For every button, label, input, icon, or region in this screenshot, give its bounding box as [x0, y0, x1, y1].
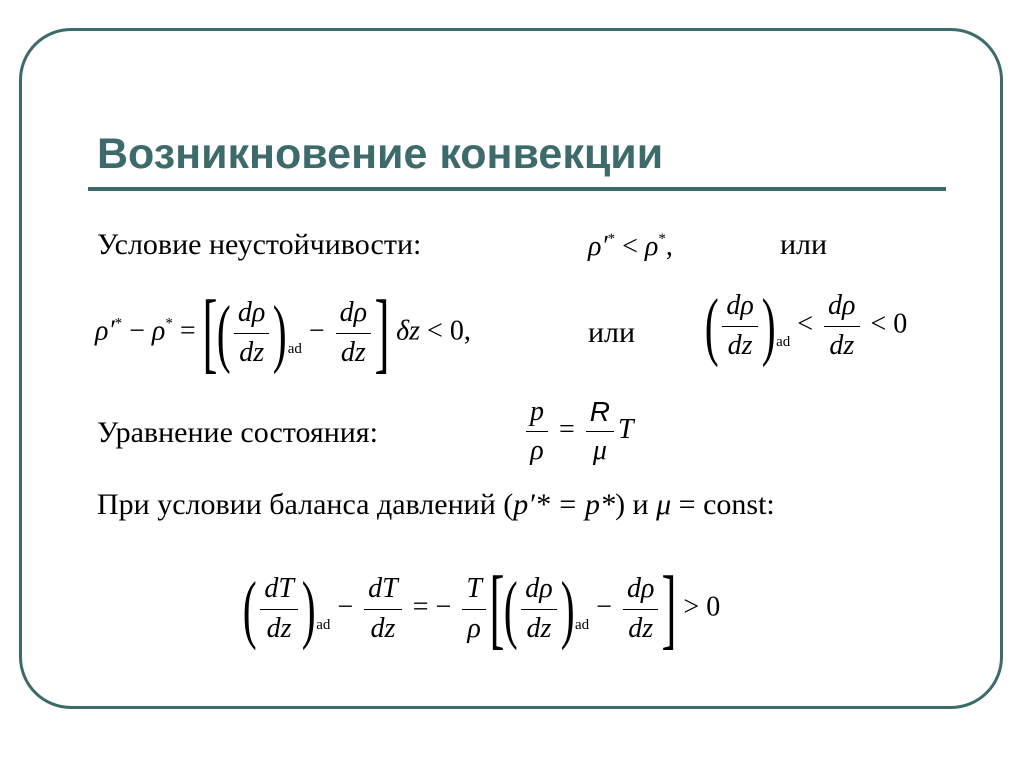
equals-sign: =	[179, 315, 196, 347]
fraction-dT-dz	[364, 573, 402, 644]
gt-sign: >	[683, 591, 700, 623]
fraction-drho-dz-ad	[521, 573, 556, 644]
right-bracket: ]	[661, 559, 677, 658]
fraction-p-rho	[526, 396, 548, 467]
fraction-dT-dz-ad	[260, 573, 298, 644]
minus-sign: −	[308, 315, 325, 347]
balance-pressure: p′* = p*	[513, 488, 616, 521]
numerator: T	[462, 573, 486, 609]
denominator: dz	[340, 336, 366, 368]
subscript-ad: ad	[287, 341, 302, 358]
fraction-drho-dz	[623, 573, 658, 644]
balance-text-2: ) и	[615, 488, 657, 521]
slide-title: Возникновение конвекции	[97, 130, 664, 178]
star: *	[607, 231, 616, 247]
subscript-ad: ad	[776, 334, 791, 351]
denominator: dz	[370, 612, 396, 644]
left-paren: (	[216, 291, 231, 375]
left-bracket: [	[202, 283, 218, 382]
denominator: dz	[829, 329, 855, 361]
denominator: μ	[592, 435, 607, 467]
gradient-inequality	[704, 284, 908, 368]
zero-comma: 0,	[449, 315, 471, 347]
title-underline	[88, 187, 946, 191]
temperature-gradient-equation	[242, 559, 721, 658]
star: *	[658, 231, 666, 247]
denominator: ρ	[530, 435, 544, 467]
minus-sign: −	[129, 315, 145, 347]
balance-condition	[97, 490, 775, 520]
numerator: dT	[260, 573, 298, 609]
minus-sign: −	[337, 591, 354, 623]
equals-sign: =	[559, 414, 575, 446]
state-equation-label: Уравнение состояния:	[97, 416, 378, 449]
numerator: dρ	[824, 290, 859, 326]
left-bracket: [	[489, 559, 505, 658]
rho-prime: ρ′	[588, 231, 608, 262]
numerator: dρ	[521, 573, 556, 609]
numerator: dρ	[623, 573, 658, 609]
denominator: dz	[239, 336, 265, 368]
denominator: ρ	[467, 612, 481, 644]
fraction-drho-dz-ad	[722, 290, 757, 361]
lt-sign: <	[622, 231, 638, 262]
balance-text-3: = const:	[671, 488, 775, 521]
numerator: p	[526, 396, 548, 432]
denominator: dz	[526, 612, 552, 644]
instability-label: Условие неустойчивости:	[97, 228, 422, 261]
left-paren: (	[242, 567, 257, 651]
right-paren: )	[301, 567, 316, 651]
state-equation	[522, 396, 634, 467]
numerator: dρ	[234, 297, 269, 333]
temperature: T	[618, 414, 634, 446]
rho: ρ	[644, 231, 659, 262]
lt-sign: <	[427, 315, 443, 347]
denominator: dz	[266, 612, 292, 644]
fraction-T-rho	[462, 573, 486, 644]
denominator: dz	[628, 612, 654, 644]
fraction-drho-dz	[336, 297, 371, 368]
or-word-1: или	[780, 228, 828, 261]
right-paren: )	[273, 291, 287, 375]
left-paren: (	[503, 567, 518, 651]
left-paren: (	[704, 284, 719, 368]
zero: 0	[893, 308, 908, 340]
right-bracket: ]	[374, 283, 390, 382]
lt-sign: <	[797, 308, 814, 340]
minus-sign: −	[596, 591, 612, 623]
comma: ,	[665, 231, 673, 262]
right-paren: )	[761, 284, 776, 368]
fraction-drho-dz-ad	[234, 297, 269, 368]
numerator: dρ	[336, 297, 371, 333]
delta-z: δz	[396, 315, 421, 347]
zero: 0	[706, 591, 721, 623]
instability-inequality	[588, 232, 673, 261]
minus-sign: −	[435, 591, 452, 623]
lt-sign: <	[870, 308, 887, 340]
star: *	[114, 315, 123, 332]
rho-prime: ρ′	[95, 315, 115, 347]
numerator: R	[586, 396, 614, 432]
numerator: dρ	[722, 290, 757, 326]
subscript-ad: ad	[574, 617, 590, 634]
denominator: dz	[727, 329, 753, 361]
equals-sign: =	[412, 591, 429, 623]
density-difference-equation	[95, 283, 471, 382]
balance-mu: μ	[656, 488, 672, 521]
fraction-R-mu	[586, 396, 614, 467]
balance-text-1: При условии баланса давлений (	[97, 488, 514, 521]
or-word-2: или	[588, 316, 636, 349]
subscript-ad: ad	[316, 617, 331, 634]
right-paren: )	[560, 567, 575, 651]
fraction-drho-dz	[824, 290, 859, 361]
numerator: dT	[364, 573, 402, 609]
star: *	[165, 315, 173, 332]
rho: ρ	[151, 315, 166, 347]
